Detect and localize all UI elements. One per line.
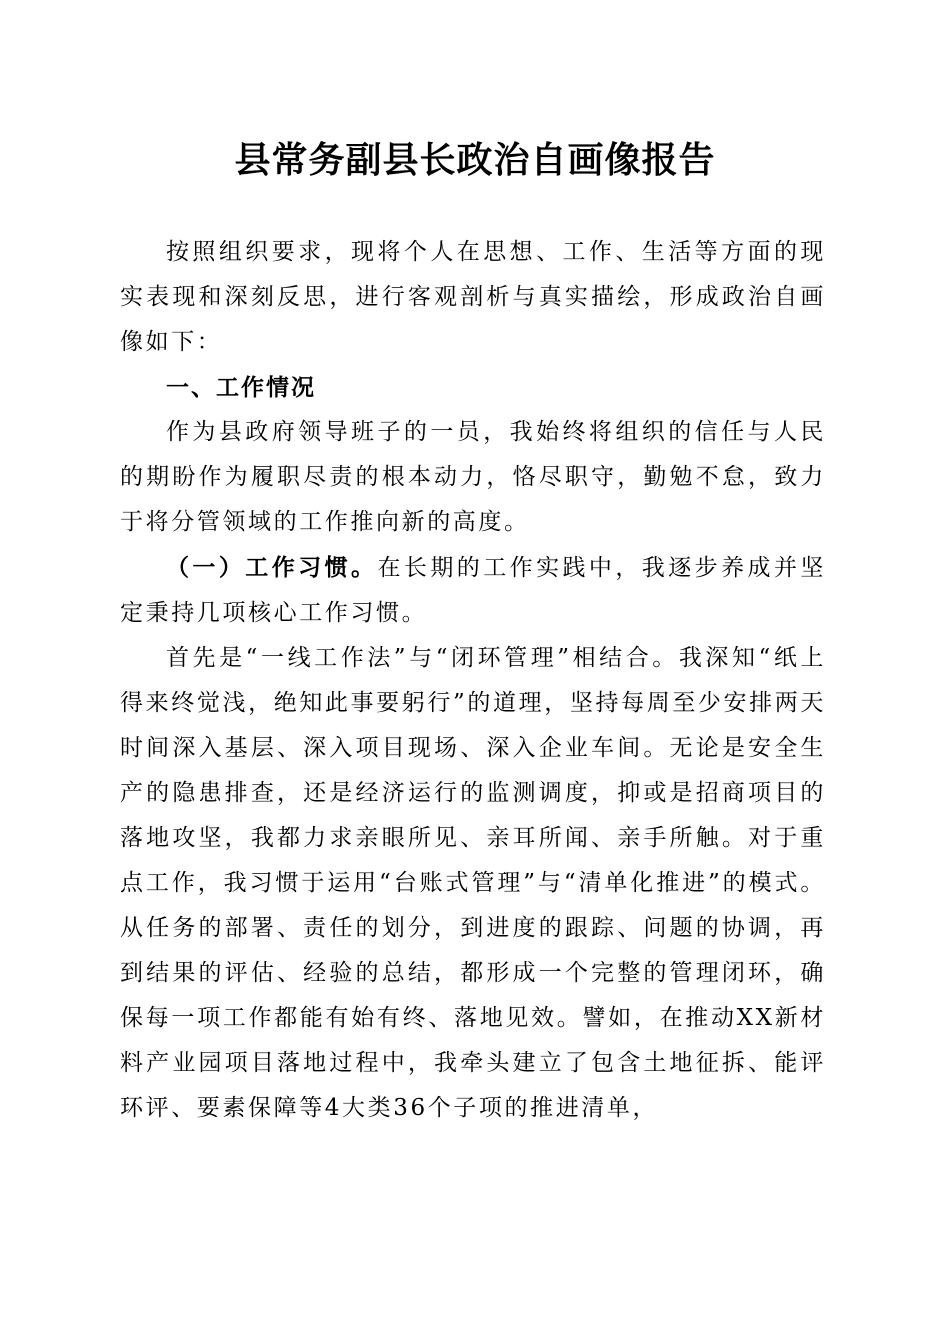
subsection-heading-habits: （一）工作习惯。 [166, 554, 378, 581]
document-title: 县常务副县长政治自画像报告 [234, 139, 716, 181]
document-body [120, 230, 826, 1131]
subsection-text: 在长期的工作实践中，我逐步养成并坚定秉持几项核心工作习惯。 [120, 555, 826, 626]
section-heading-work: 一、工作情况 [166, 374, 316, 401]
subsection-paragraph [120, 545, 826, 636]
first-method-paragraph: 首先是“一线工作法”与“闭环管理”相结合。我深知“纸上得来终觉浅，绝知此事要躬行”的道理，坚持每周至少安排两天时间深入基层、深入项目现场、深入企业车间。无论是安全生产的隐患排查，还是经济运行的监测调度，抑或是招商项目的落地攻坚，我都力求亲眼所见、亲耳所闻、亲手所触。对于重点工作，我习惯于运用“台账式管理”与“清单化推进”的模式。从任务的部署、责任的划分，到进度的跟踪、问题的协调，再到结果的评估、经验的总结，都形成一个完整的管理闭环，确保每一项工作都能有始有终、落地见效。譬如，在推动XX新材料产业园项目落地过程中，我牵头建立了包含土地征拆、能评环评、要素保障等4大类36个子项的推进清单， [120, 645, 826, 1121]
section-intro-paragraph: 作为县政府领导班子的一员，我始终将组织的信任与人民的期盼作为履职尽责的根本动力，恪尽职守，勤勉不怠，致力于将分管领域的工作推向新的高度。 [120, 419, 826, 535]
intro-paragraph: 按照组织要求，现将个人在思想、工作、生活等方面的现实表现和深刻反思，进行客观剖析与真实描绘，形成政治自画像如下： [120, 239, 826, 355]
